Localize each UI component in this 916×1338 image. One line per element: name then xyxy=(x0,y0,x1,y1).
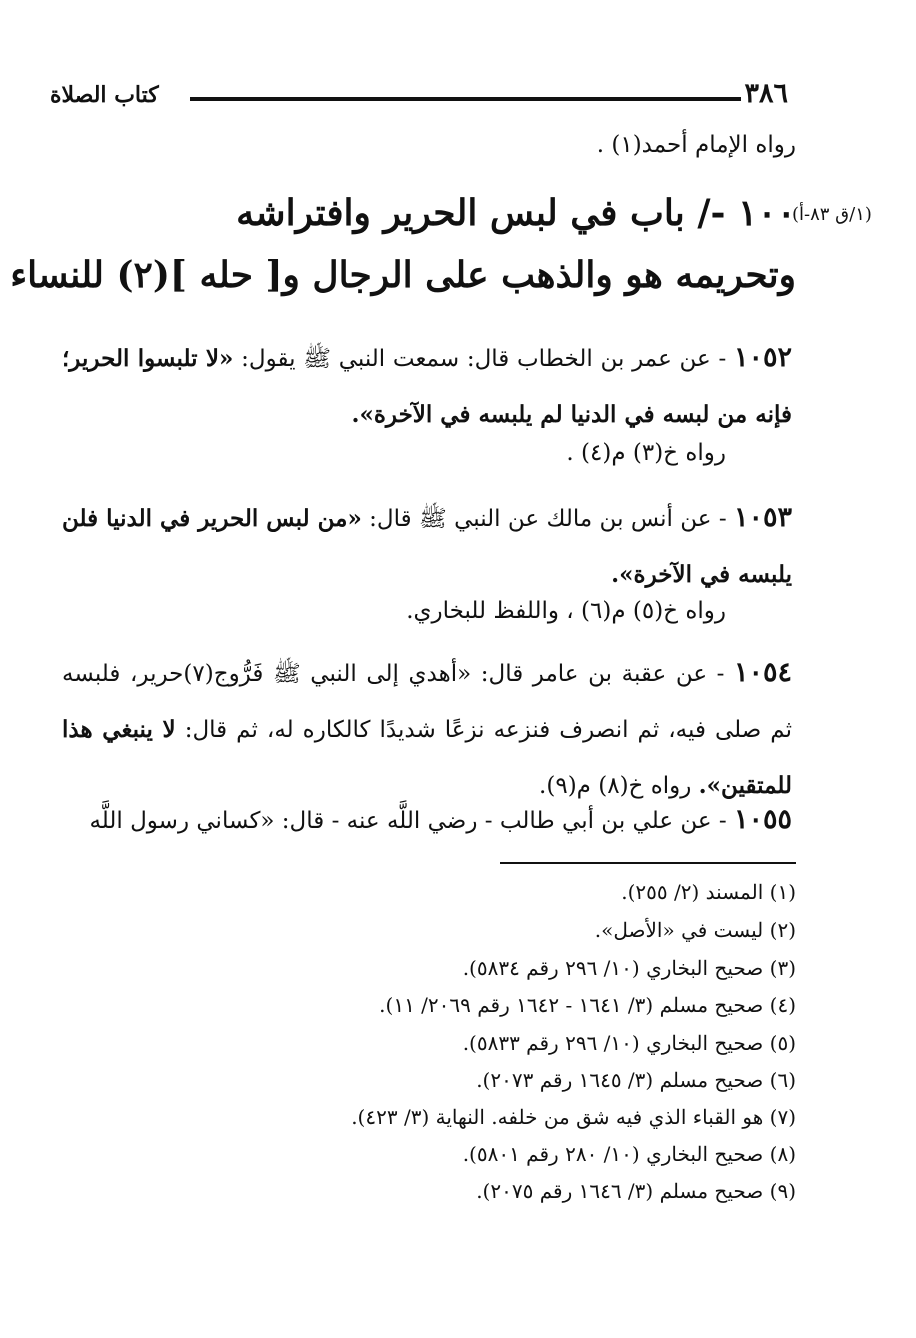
hadith-matn: لا ينبغي هذا للمتقين». xyxy=(62,716,792,799)
book-title: كتاب الصلاة xyxy=(50,82,159,108)
footnote-5: (٥) صحيح البخاري (١٠/ ٢٩٦ رقم ٥٨٣٣). xyxy=(462,1031,796,1055)
footnote-8: (٨) صحيح البخاري (١٠/ ٢٨٠ رقم ٥٨٠١). xyxy=(462,1142,796,1166)
hadith-number: ١٠٥٣ xyxy=(734,502,793,533)
hadith-matn: «لا تلبسوا الحرير؛ فإنه من لبسه في الدنيا لم يلبسه في الآخرة». xyxy=(62,345,792,428)
hadith-1054 xyxy=(62,645,792,814)
hadith-number: ١٠٥٢ xyxy=(733,342,792,373)
footnote-separator xyxy=(500,862,796,864)
footnote-4: (٤) صحيح مسلم (٣/ ١٦٤١ - ١٦٤٢ رقم ٢٠٦٩/ ١١). xyxy=(379,993,796,1017)
hadith-number: ١٠٥٤ xyxy=(734,657,793,688)
footnote-9: (٩) صحيح مسلم (٣/ ١٦٤٦ رقم ٢٠٧٥). xyxy=(476,1179,796,1203)
footnote-1: (١) المسند (٢/ ٢٥٥). xyxy=(621,880,796,904)
page-number: ٣٨٦ xyxy=(744,78,788,109)
top-riwaya: رواه الإمام أحمد(١) . xyxy=(596,132,796,158)
hadith-1053 xyxy=(62,490,792,603)
chapter-heading-line-2: وتحريمه هو والذهب على الرجال و[ حله ](٢) للنساء xyxy=(10,254,796,296)
footnote-7: (٧) هو القباء الذي فيه شق من خلفه. النهاية (٣/ ٤٢٣). xyxy=(351,1105,796,1129)
chapter-heading-line-1: ١٠٠ -/ باب في لبس الحرير وافتراشه xyxy=(236,192,796,234)
hadith-matn: «من لبس الحرير في الدنيا فلن يلبسه في الآخرة». xyxy=(62,505,792,588)
footnote-2: (٢) ليست في «الأصل». xyxy=(594,918,796,942)
hadith-text: - عن أنس بن مالك عن النبي ﷺ قال: xyxy=(361,506,727,532)
hadith-text: - عن علي بن أبي طالب - رضي اللَّه عنه - قال: «كساني رسول اللَّه xyxy=(89,808,727,834)
hadith-number: ١٠٥٥ xyxy=(733,804,792,835)
hadith-text: - عن عمر بن الخطاب قال: سمعت النبي ﷺ يقول: xyxy=(233,346,727,372)
footnote-6: (٦) صحيح مسلم (٣/ ١٦٤٥ رقم ٢٠٧٣). xyxy=(476,1068,796,1092)
footnote-3: (٣) صحيح البخاري (١٠/ ٢٩٦ رقم ٥٨٣٤). xyxy=(462,956,796,980)
hadith-1052 xyxy=(62,330,792,443)
header-rule xyxy=(190,97,741,101)
hadith-riwaya: رواه خ(٨) م(٩). xyxy=(539,773,699,799)
hadith-text: - عن عقبة بن عامر قال: «أهدي إلى النبي ﷺ فَرُّوج(٧)حرير، فلبسه ثم صلى فيه، ثم انصرف فنزعه نزعًا شديدًا كالكاره له، ثم قال: xyxy=(62,661,792,743)
margin-reference: (١/ق ٨٣-أ) xyxy=(792,204,872,225)
hadith-1055 xyxy=(62,792,792,849)
hadith-1052-riwaya: رواه خ(٣) م(٤) . xyxy=(566,440,726,466)
hadith-1053-riwaya: رواه خ(٥) م(٦) ، واللفظ للبخاري. xyxy=(406,598,726,624)
